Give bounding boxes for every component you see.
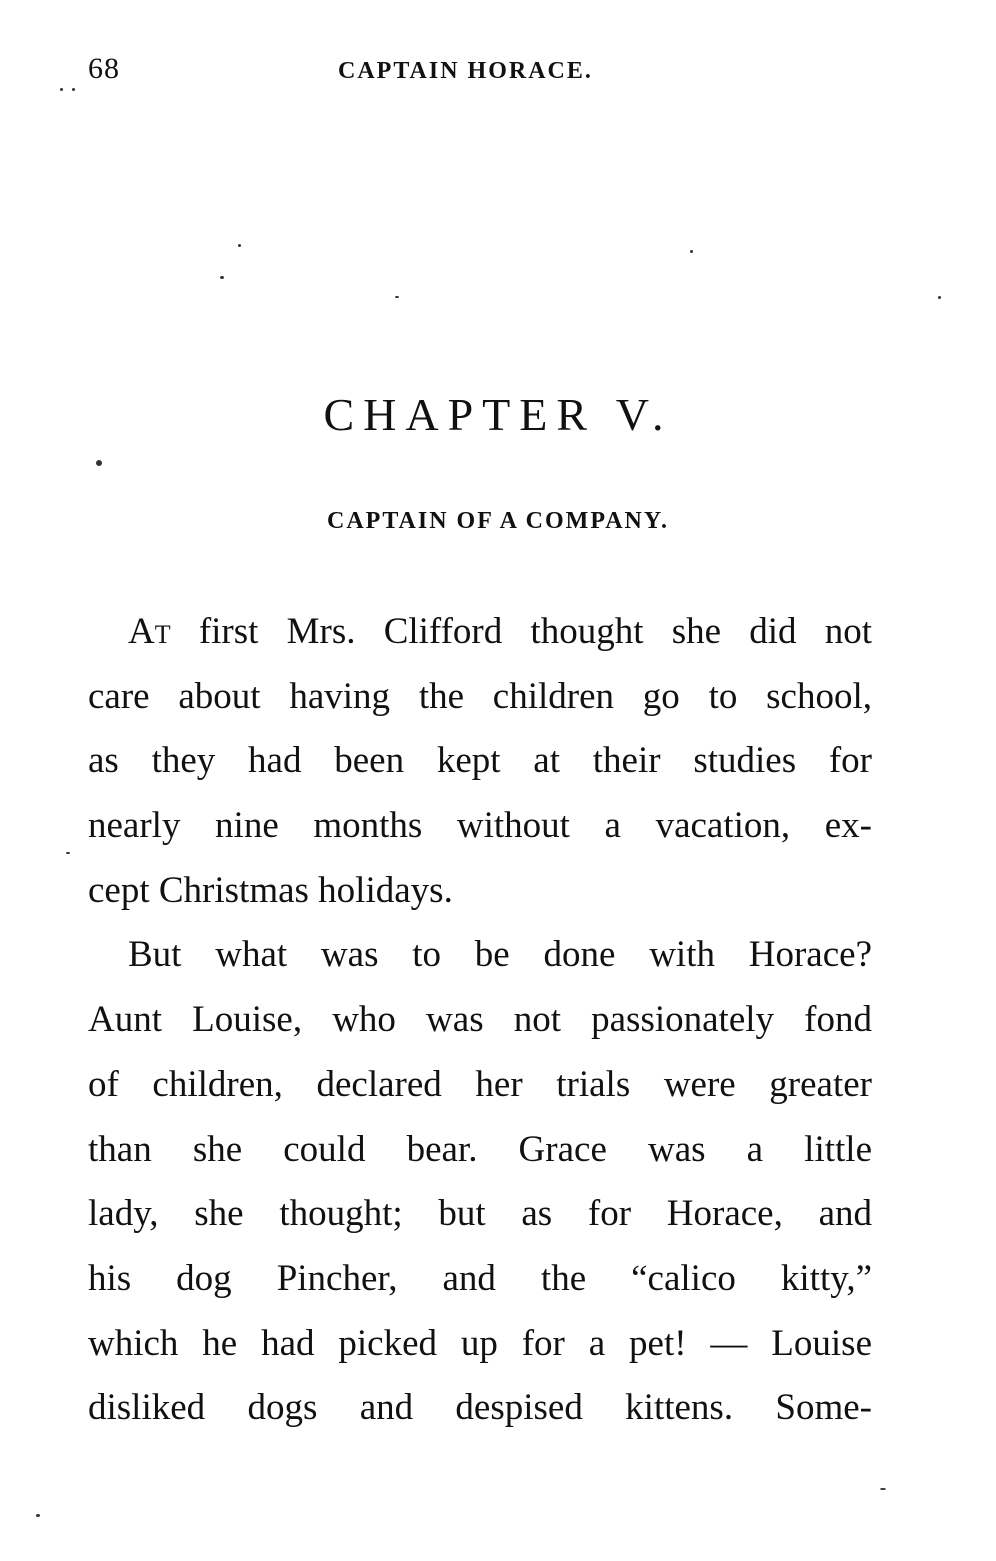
paragraph-2 bbox=[88, 923, 872, 1441]
text-line: But what was to be done with Horace? bbox=[128, 934, 872, 976]
scan-speck bbox=[880, 1488, 886, 1490]
chapter-heading: CHAPTER V. bbox=[323, 389, 673, 440]
scan-speck bbox=[690, 250, 693, 253]
running-head bbox=[0, 52, 996, 92]
page-number: 68 bbox=[88, 52, 120, 85]
text-line: cept Christmas holidays. bbox=[88, 869, 453, 911]
scan-speck bbox=[66, 852, 70, 854]
chapter-subtitle: CAPTAIN OF A COMPANY. bbox=[327, 508, 669, 534]
text-line: care about having the children go to school, bbox=[88, 675, 872, 717]
body-text bbox=[88, 600, 872, 1441]
text-line bbox=[88, 600, 872, 665]
running-title: CAPTAIN HORACE. bbox=[338, 58, 593, 84]
scan-speck bbox=[395, 296, 399, 298]
paragraph-1 bbox=[88, 600, 872, 923]
text-line: as they had been kept at their studies for bbox=[88, 740, 872, 782]
scan-speck bbox=[36, 1514, 40, 1517]
scan-speck bbox=[220, 276, 224, 279]
text-line: than she could bear. Grace was a little bbox=[88, 1128, 872, 1170]
text-line: Aunt Louise, who was not passionately fond bbox=[88, 999, 872, 1041]
text-line: which he had picked up for a pet! — Louise bbox=[88, 1322, 872, 1364]
text-line: of children, declared her trials were greater bbox=[88, 1063, 872, 1105]
scan-speck bbox=[938, 296, 941, 299]
scan-speck bbox=[72, 88, 75, 91]
text-line: nearly nine months without a vacation, ex- bbox=[88, 805, 872, 847]
scan-speck bbox=[60, 88, 63, 91]
text-line: lady, she thought; but as for Horace, and bbox=[88, 1193, 872, 1235]
text-line: disliked dogs and despised kittens. Some- bbox=[88, 1387, 872, 1429]
scan-speck bbox=[96, 460, 102, 466]
text-line: his dog Pincher, and the “calico kitty,” bbox=[88, 1257, 872, 1299]
line-text: first Mrs. Clifford thought she did not bbox=[170, 611, 872, 652]
drop-word: At bbox=[128, 611, 171, 652]
scan-speck bbox=[238, 244, 241, 247]
